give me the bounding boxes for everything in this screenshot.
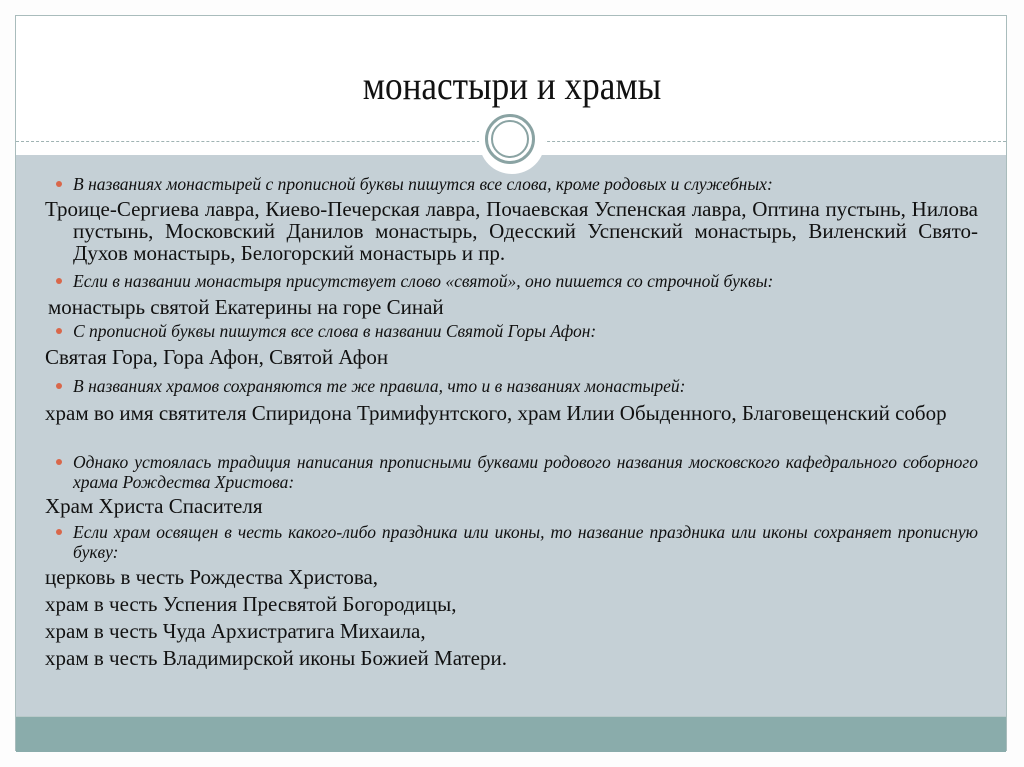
example-text: храм в честь Владимирской иконы Божией Матери. bbox=[45, 646, 507, 670]
bullet-item: В названиях храмов сохраняются те же правила, что и в названиях монастырей: bbox=[45, 376, 978, 396]
example-text: храм во имя святителя Спиридона Тримифунтского, храм Илии Обыденного, Благовещенский собор bbox=[45, 401, 947, 425]
bullet-item: С прописной буквы пишутся все слова в названии Святой Горы Афон: bbox=[45, 321, 978, 341]
example-text: Троице-Сергиева лавра, Киево-Печерская лавра, Почаевская Успенская лавра, Оптина пустынь, Нилова пустынь, Московский Данилов монастырь, Одесский Успенский монастырь, Виленский Свято-Духов монастырь, Белогорский монастырь и пр. bbox=[45, 197, 978, 265]
example-text: Святая Гора, Гора Афон, Святой Афон bbox=[45, 345, 389, 369]
bullet-item: Если в названии монастыря присутствует слово «святой», оно пишется со строчной буквы: bbox=[45, 271, 978, 291]
bullet-item: В названиях монастырей с прописной буквы пишутся все слова, кроме родовых и служебных: bbox=[45, 174, 978, 194]
ring-inner-icon bbox=[491, 120, 529, 158]
slide-title: монастыри и храмы bbox=[362, 63, 662, 108]
example-text: церковь в честь Рождества Христова, bbox=[45, 565, 379, 589]
example-text: храм в честь Успения Пресвятой Богородицы, bbox=[45, 592, 457, 616]
bullet-item: Однако устоялась традиция написания прописными буквами родового названия московского кафедрального соборного храма Рождества Христова: bbox=[45, 452, 978, 492]
bullet-item: Если храм освящен в честь какого-либо праздника или иконы, то название праздника или иконы сохраняет прописную букву: bbox=[45, 522, 978, 562]
footer-band bbox=[16, 716, 1006, 752]
example-text: монастырь святой Екатерины на горе Синай bbox=[48, 295, 444, 319]
example-text: храм в честь Чуда Архистратига Михаила, bbox=[45, 619, 426, 643]
example-text: Храм Христа Спасителя bbox=[45, 494, 263, 518]
